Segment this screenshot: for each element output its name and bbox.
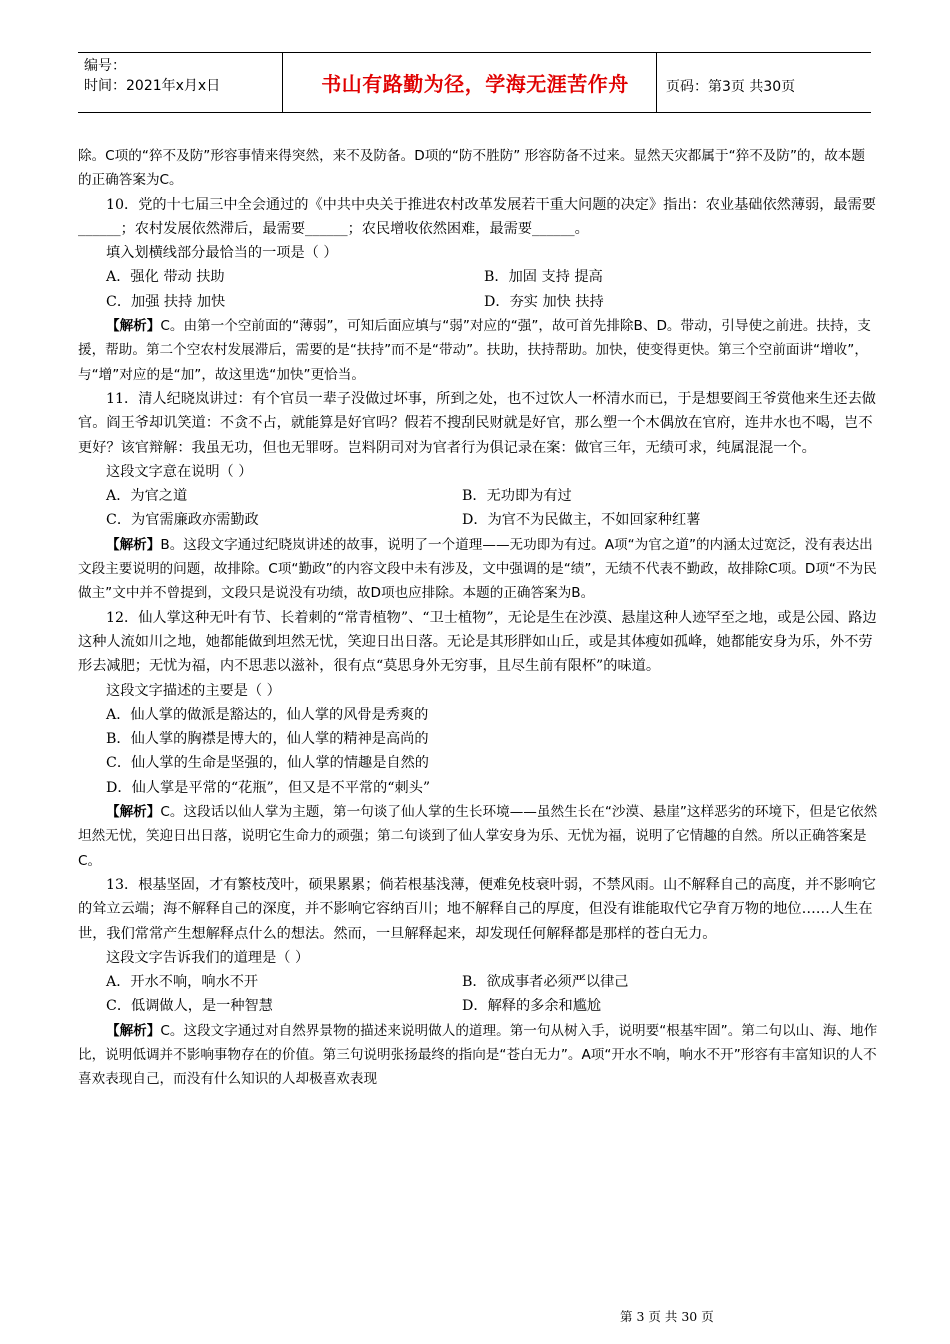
question-13-stem: 13．根基坚固，才有繁枝茂叶，硕果累累；倘若根基浅薄，便难免枝衰叶弱，不禁风雨。山不解释自己的高度，并不影响它的耸立云端；海不解释自己的深度，并不影响它容纳百川；地不解释自己的厚度，但没有谁能取代它孕育万物的地位……人生在世，我们常常产生想解释点什么的想法。然而，一旦解释起来，却发现任何解释都是那样的苍白无力。 (78, 876, 876, 942)
question-12-stem: 12．仙人掌这种无叶有节、长着刺的“常青植物”、“卫士植物”，无论是生在沙漠、悬崖这种人迹罕至之地，或是公园、路边这种人流如川之地，她都能做到坦然无忧，笑迎日出日落。无论是其形胖如山丘，或是其体瘦如孤峰，她都能安身为乐，外不劳形去减肥；无忧为福，内不思悲以滋补，很有点“莫思身外无穷事，且尽生前有限杯”的味道。 (78, 609, 877, 675)
page-footer: 第 3 页 共 30 页 (620, 1309, 714, 1324)
question-13-options-row2 (78, 994, 878, 1018)
explanation-text: C。由第一个空前面的“薄弱”，可知后面应填与“弱”对应的“强”，故可首先排除B、D。带动，引导使之前进。扶持，支援，帮助。第二个空农村发展滞后，需要的是“扶持”而不是“带动”。扶助，扶持帮助。加快，使变得更快。第三个空前面讲“增收”，与“增”对应的是“加”，故这里选“加快”更恰当。 (78, 318, 871, 383)
explanation-text: C。这段话以仙人掌为主题，第一句谈了仙人掌的生长环境——虽然生长在“沙漠、悬崖”这样恶劣的环境下，但是它依然坦然无忧，笑迎日出日落，说明它生命力的顽强；第二句谈到了仙人掌安身为乐、无忧为福，说明了它情趣的自然。所以正确答案是C。 (78, 804, 878, 869)
question-13-prompt: 这段文字告诉我们的道理是（ ） (106, 949, 310, 966)
question-13-explanation (78, 1019, 878, 1092)
option-c: C．加强 扶持 加快 (106, 293, 226, 310)
option-d: D．仙人掌是平常的“花瓶”，但又是不平常的“刺头” (106, 779, 431, 796)
header-meta (84, 56, 220, 96)
option-c: C．仙人掌的生命是坚强的，仙人掌的情趣是自然的 (106, 755, 429, 772)
option-a: A．仙人掌的做派是豁达的，仙人掌的风骨是秀爽的 (106, 706, 429, 723)
question-10-options-row2 (78, 290, 878, 314)
question-11-stem: 11．清人纪晓岚讲过：有个官员一辈子没做过坏事，所到之处，也不过饮人一杯清水而已，于是想要阎王爷赏他来生还去做官。阎王爷却讥笑道：不贪不占，就能算是好官吗？假若不搜刮民财就是好官，那么塑一个木偶放在官府，连井水也不喝，岂不更好？该官辩解：我虽无功，但也无罪呀。岂料阴司对为官者行为俱记录在案：做官三年，无绩可求，纯属混混一个。 (78, 390, 876, 456)
question-13-options-row1 (78, 970, 878, 994)
question-10-options-row1 (78, 265, 878, 289)
header-page-number: 页码：第3页 共30页 (666, 79, 796, 95)
option-d: D．为官不为民做主，不如回家种红薯 (462, 512, 701, 529)
explanation-label: 【解析】 (106, 318, 161, 335)
question-11-options-row1 (78, 484, 878, 508)
question-10-stem: 10．党的十七届三中全会通过的《中共中央关于推进农村改革发展若干重大问题的决定》指出：农业基础依然薄弱，最需要______；农村发展依然滞后，最需要______；农民增收依然困难，最需要______。 (78, 196, 876, 237)
explanation-label: 【解析】 (106, 536, 161, 553)
question-10-explanation (78, 314, 878, 387)
option-c: C．低调做人，是一种智慧 (106, 998, 273, 1015)
option-c: C．为官需廉政亦需勤政 (106, 512, 259, 529)
option-b: B．加固 支持 提高 (484, 269, 603, 286)
option-b: B．无功即为有过 (462, 488, 572, 505)
header-top-rule (78, 52, 871, 53)
header-number: 编号： (84, 58, 126, 74)
question-12-explanation (78, 800, 878, 873)
question-11-prompt: 这段文字意在说明（ ） (106, 463, 253, 480)
header-bottom-rule (78, 112, 871, 113)
question-10-prompt: 填入划横线部分最恰当的一项是（ ） (106, 245, 338, 262)
option-a: A．开水不响，响水不开 (106, 974, 259, 991)
document-body (78, 144, 878, 1092)
explanation-text: B。这段文字通过纪晓岚讲述的故事，说明了一个道理——无功即为有过。A项“为官之道”的内涵太过宽泛，没有表达出文段主要说明的问题，故排除。C项“勤政”的内容文段中未有涉及，文中强调的是“绩”，无绩不代表不勤政，故排除C项。D项“不为民做主”文中并不曾提到，文段只是说没有功绩，故D项也应排除。本题的正确答案为B。 (78, 536, 877, 602)
question-11-options-row2 (78, 508, 878, 532)
option-d: D．夯实 加快 扶持 (484, 293, 604, 310)
option-a: A．为官之道 (106, 488, 188, 505)
option-d: D．解释的多余和尴尬 (462, 998, 602, 1015)
option-b: B．仙人掌的胸襟是博大的，仙人掌的精神是高尚的 (106, 731, 429, 748)
explanation-text: C。这段文字通过对自然界景物的描述来说明做人的道理。第一句从树入手，说明要“根基牢固”。第二句以山、海、地作比，说明低调并不影响事物存在的价值。第三句说明张扬最终的指向是“苍白无力”。A项“开水不响，响水不开”形容有丰富知识的人不喜欢表现自己，而没有什么知识的人却极喜欢表现 (78, 1022, 878, 1088)
question-12-prompt: 这段文字描述的主要是（ ） (106, 682, 281, 699)
header-motto: 书山有路勤为径，学海无涯苦作舟 (321, 72, 629, 96)
page-header (78, 46, 871, 118)
option-b: B．欲成事者必须严以律己 (462, 974, 629, 991)
header-divider-left (282, 52, 283, 112)
question-11-explanation (78, 533, 878, 606)
explanation-label: 【解析】 (106, 804, 161, 821)
header-time: 时间：2021年x月x日 (84, 78, 221, 94)
explanation-label: 【解析】 (106, 1022, 161, 1039)
paragraph-continued-explanation: 除。C项的“猝不及防”形容事情来得突然，来不及防备。D项的“防不胜防” 形容防备不过来。显然天灾都属于“猝不及防”的，故本题的正确答案为C。 (78, 148, 865, 189)
option-a: A．强化 带动 扶助 (106, 269, 225, 286)
